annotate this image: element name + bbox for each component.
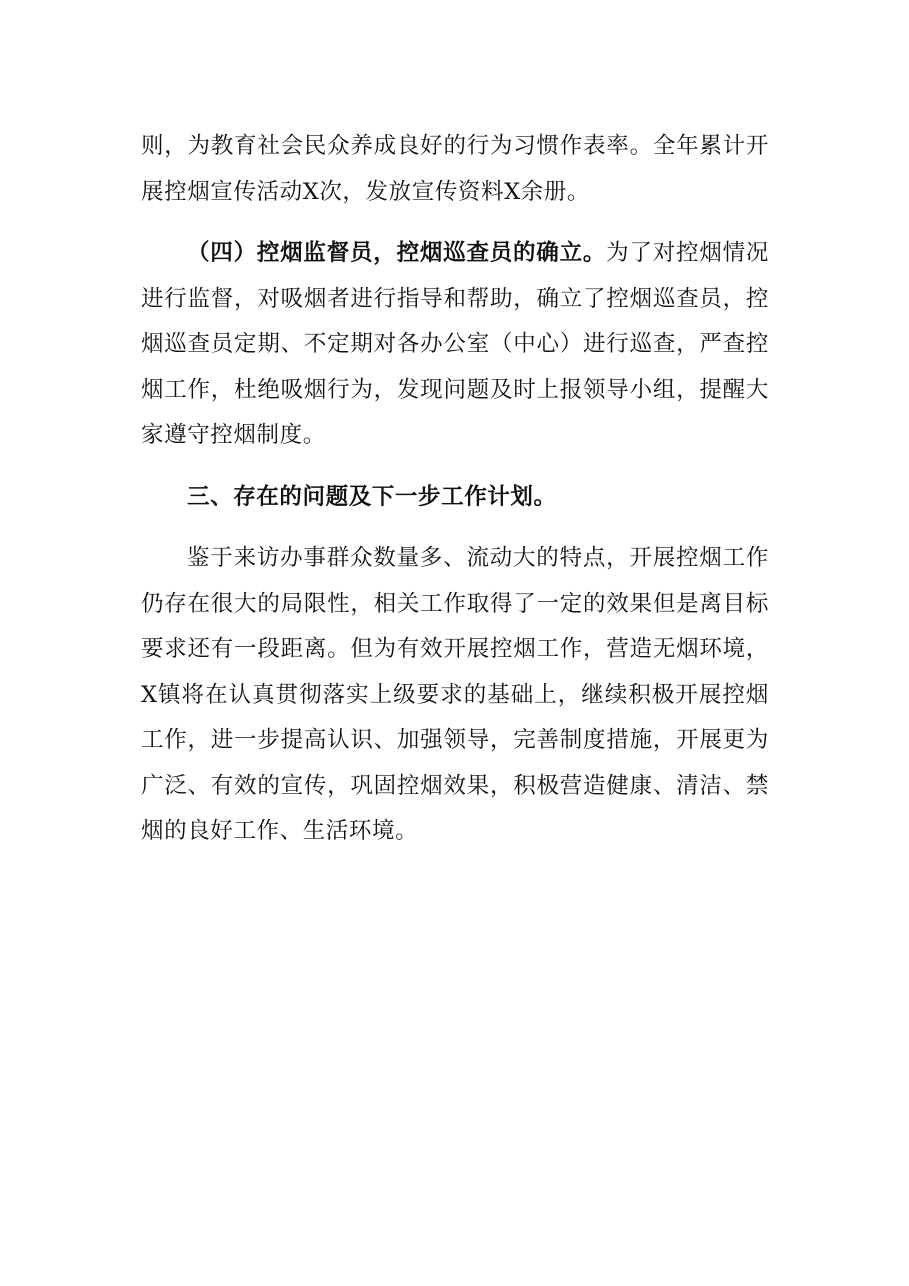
paragraph-continuation: 则，为教育社会民众养成良好的行为习惯作表率。全年累计开展控烟宣传活动X次，发放宣传资料X余册。 [141, 133, 769, 205]
paragraph-next-steps: 鉴于来访办事群众数量多、流动大的特点，开展控烟工作仍存在很大的局限性，相关工作取得了一定的效果但是离目标要求还有一段距离。但为有效开展控烟工作，营造无烟环境，X镇将在认真贯彻落实上级要求的基础上，继续积极开展控烟工作，进一步提高认识、加强领导，完善制度措施，开展更为广泛、有效的宣传，巩固控烟效果，积极营造健康、清洁、禁烟的良好工作、生活环境。 [141, 545, 769, 844]
document-body [141, 124, 769, 871]
section-heading-three: 三、存在的问题及下一步工作计划。 [187, 483, 557, 510]
subsection-heading-four: （四）控烟监督员，控烟巡查员的确立。 [187, 240, 607, 266]
paragraph-supervisors-text: 为了对控烟情况进行监督，对吸烟者进行指导和帮助，确立了控烟巡查员，控烟巡查员定期、不定期对各办公室（中心）进行巡查，严查控烟工作，杜绝吸烟行为，发现问题及时上报领导小组，提醒大家遵守控烟制度。 [141, 240, 769, 448]
paragraph-supervisors [141, 231, 769, 459]
